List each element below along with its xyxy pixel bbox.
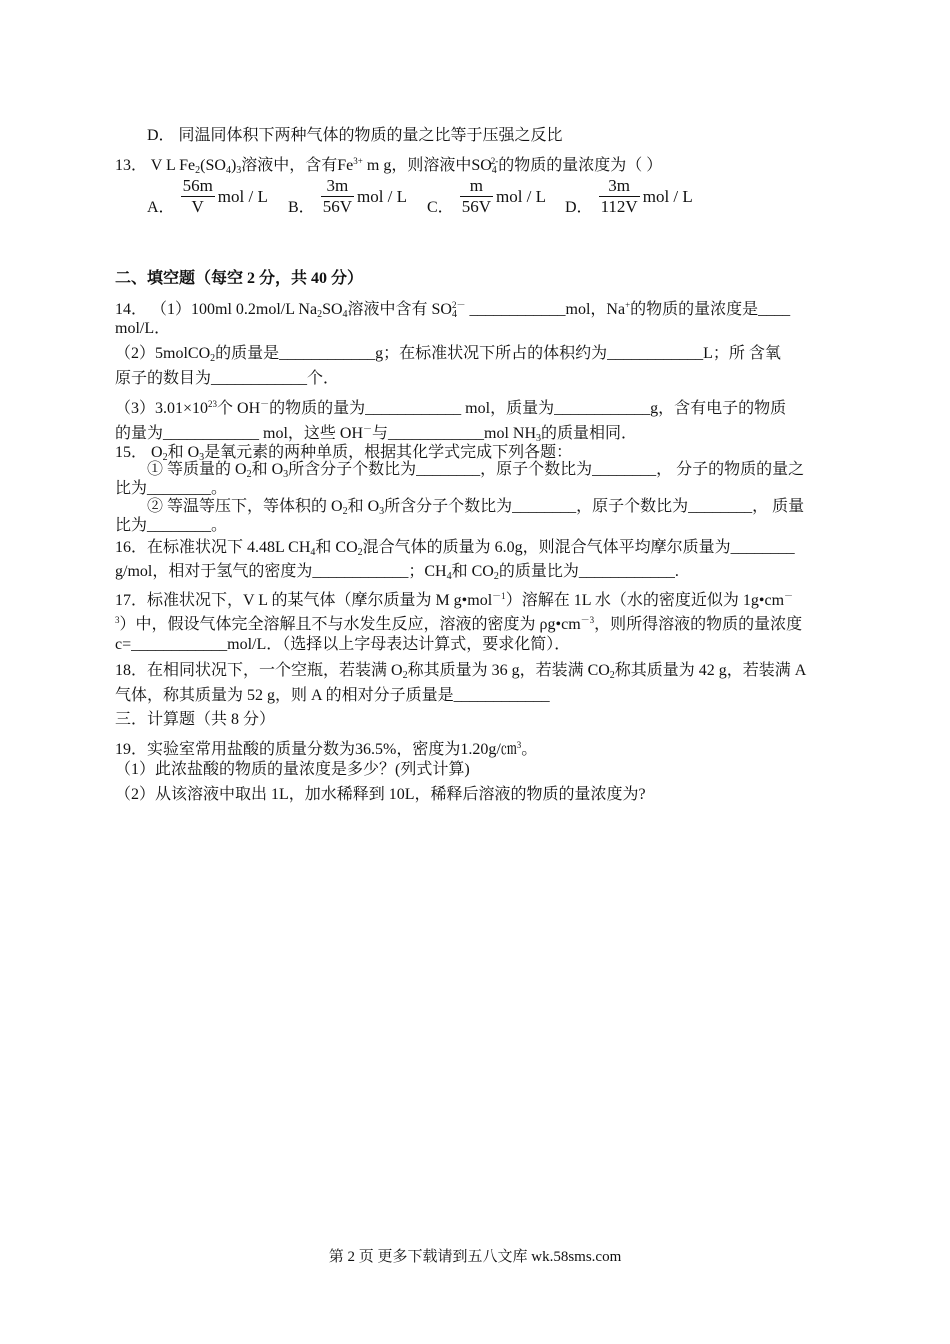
text: ____________mol，Na	[465, 301, 626, 318]
fraction	[599, 176, 640, 217]
unit: mol / L	[642, 186, 693, 206]
subscript: 2	[493, 571, 499, 582]
text: m g，则溶液中SO	[362, 157, 492, 174]
text: (SO	[200, 157, 226, 174]
text: 。	[521, 741, 538, 758]
subscript: 4	[491, 165, 497, 176]
text: 13． V L Fe	[115, 157, 196, 174]
subscript: 2	[342, 506, 348, 517]
superscript: －3	[580, 615, 595, 625]
q18-line2: 气体，称其质量为 52 g，则 A 的相对分子质量是____________	[115, 687, 550, 704]
q16-line1	[115, 537, 795, 564]
text: 14． （1）100ml 0.2mol/L Na	[115, 301, 318, 318]
text: 的质量比为____________.	[498, 563, 679, 580]
page-footer: 第 2 页 更多下载请到五八文库 wk.58sms.com	[328, 1249, 622, 1265]
subscript: 2	[317, 309, 323, 320]
text: 称其质量为 42 g，若装满 A	[614, 662, 807, 679]
fraction	[460, 176, 493, 217]
option-label: A．	[147, 199, 175, 216]
q14-line3	[115, 343, 781, 370]
superscript: －1	[492, 591, 506, 601]
text: （2）5molCO	[115, 345, 211, 362]
text: 和 CO	[315, 539, 358, 556]
superscript: 2-	[490, 156, 499, 166]
q17-line1	[115, 585, 793, 612]
text: 15． O	[115, 444, 163, 461]
text: 所含分子个数比为________，原子个数比为________， 质量	[384, 498, 805, 515]
q15-line2	[147, 459, 804, 486]
text: 的质量相同．	[541, 425, 638, 442]
unit: mol / L	[217, 186, 268, 206]
text: ② 等温等压下，等体积的 O	[147, 498, 343, 515]
text: )	[230, 157, 237, 174]
subscript: 2	[162, 452, 168, 463]
q12-option-d: D． 同温同体积下两种气体的物质的量之比等于压强之反比	[147, 127, 563, 144]
text: 18．在相同状况下，一个空瓶，若装满 O	[115, 662, 403, 679]
denominator: V	[191, 197, 204, 216]
q17-line3: c=____________mol/L．（选择以上字母表达计算式，要求化简）．	[115, 636, 571, 653]
text: 与____________mol NH	[372, 425, 537, 442]
q13-option-d	[565, 176, 693, 217]
denominator: 112V	[600, 197, 638, 216]
q19-line1	[115, 734, 537, 761]
text: 的物质的量浓度是____	[630, 301, 791, 318]
text: 的物质的量为____________ mol，质量为____________g，含有电子的物质	[269, 400, 787, 417]
section-title: 二、填空题（每空 2 分，共 40 分）	[115, 270, 364, 287]
superscript: 2－	[452, 300, 466, 310]
superscript: －	[363, 424, 373, 434]
subscript: 2	[195, 165, 201, 176]
denominator: 56V	[461, 197, 491, 216]
section-title: 三．计算题（共 8 分）	[115, 711, 276, 728]
superscript: 3+	[353, 156, 363, 166]
q15-line5: 比为________。	[115, 517, 228, 534]
text: 和 CO	[451, 563, 494, 580]
subscript: 2	[210, 353, 216, 364]
text: 个 OH	[217, 400, 261, 417]
text: 的物质的量浓度为（ ）	[498, 157, 663, 174]
text: 和 O	[347, 498, 380, 515]
option-label: D．	[565, 199, 593, 216]
q15-line3: 比为________。	[115, 480, 228, 497]
text: （3）3.01×10	[115, 400, 209, 417]
subscript: 3	[199, 452, 205, 463]
text: 溶液中含有 SO	[347, 301, 452, 318]
numerator: 3m	[599, 176, 640, 197]
text: 溶液中，含有Fe	[241, 157, 354, 174]
subscript: 2	[246, 469, 252, 480]
q18-line1	[115, 660, 806, 687]
superscript: 23	[208, 399, 218, 409]
superscript: 3	[115, 615, 120, 625]
numerator: 3m	[321, 176, 354, 197]
q13-option-c	[427, 176, 546, 217]
q13-option-a	[147, 176, 268, 217]
superscript: －	[260, 399, 270, 409]
subscript: 3	[283, 469, 289, 480]
q14-line4: 原子的数目为____________个．	[115, 370, 340, 387]
subscript: 2	[357, 547, 363, 558]
superscript: 3	[516, 740, 522, 750]
subscript: 2	[609, 670, 615, 681]
text: 是氧元素的两种单质，根据其化学式完成下列各题：	[204, 444, 573, 461]
option-label: B．	[288, 199, 315, 216]
text: SO	[322, 301, 343, 318]
text: 称其质量为 36 g，若装满 CO	[407, 662, 610, 679]
text: ，则所得溶液的物质的量浓度	[594, 616, 803, 633]
text: 的质量是____________g；在标准状况下所占的体积约为____________L；所 含氧	[215, 345, 781, 362]
text: 19．实验室常用盐酸的质量分数为36.5%，密度为1.20g/㎝	[115, 741, 517, 758]
text: 17．标准状况下，V L 的某气体（摩尔质量为 M g•mol	[115, 592, 493, 609]
q16-line2	[115, 561, 679, 588]
text: g/mol，相对于氢气的密度为____________；CH	[115, 563, 447, 580]
subscript: 3	[536, 433, 542, 444]
option-label: C．	[427, 199, 454, 216]
fraction	[321, 176, 354, 217]
subscript: 4	[310, 547, 316, 558]
text: 所含分子个数比为________，原子个数比为________， 分子的物质的量之	[288, 461, 805, 478]
denominator: 56V	[322, 197, 352, 216]
subscript: 4	[342, 309, 348, 320]
text: 和 O	[167, 444, 200, 461]
q13-option-b	[288, 176, 407, 217]
q14-line1	[115, 294, 790, 326]
q14-line2: mol/L．	[115, 320, 171, 337]
superscript: +	[625, 300, 631, 310]
q15-line4	[147, 496, 804, 523]
subscript: 2	[402, 670, 408, 681]
subscript: 3	[379, 506, 385, 517]
subscript: 4	[446, 571, 452, 582]
q19-line3: （2）从该溶液中取出 1L，加水稀释到 10L，稀释后溶液的物质的量浓度为?	[115, 786, 646, 803]
text: 16．在标准状况下 4.48L CH	[115, 539, 311, 556]
q14-line5	[115, 393, 786, 420]
subscript: 4	[225, 165, 231, 176]
superscript: －	[784, 591, 794, 601]
text: 混合气体的质量为 6.0g，则混合气体平均摩尔质量为________	[362, 539, 795, 556]
unit: mol / L	[356, 186, 408, 206]
text: ① 等质量的 O	[147, 461, 247, 478]
subscript: 3	[236, 165, 242, 176]
subscript: 4	[452, 309, 457, 320]
unit: mol / L	[495, 186, 547, 206]
text: ）溶解在 1L 水（水的密度近似为 1g•cm	[505, 592, 785, 609]
q17-line2	[115, 609, 802, 636]
text: 和 O	[251, 461, 284, 478]
q19-line2: （1）此浓盐酸的物质的量浓度是多少？(列式计算)	[115, 761, 470, 778]
numerator: 56m	[182, 176, 213, 195]
numerator: m	[460, 176, 493, 197]
text: ）中，假设气体完全溶解且不与水发生反应，溶液的密度为 ρg•cm	[119, 616, 581, 633]
fraction	[181, 176, 215, 217]
text: 的量为____________ mol，这些 OH	[115, 425, 364, 442]
